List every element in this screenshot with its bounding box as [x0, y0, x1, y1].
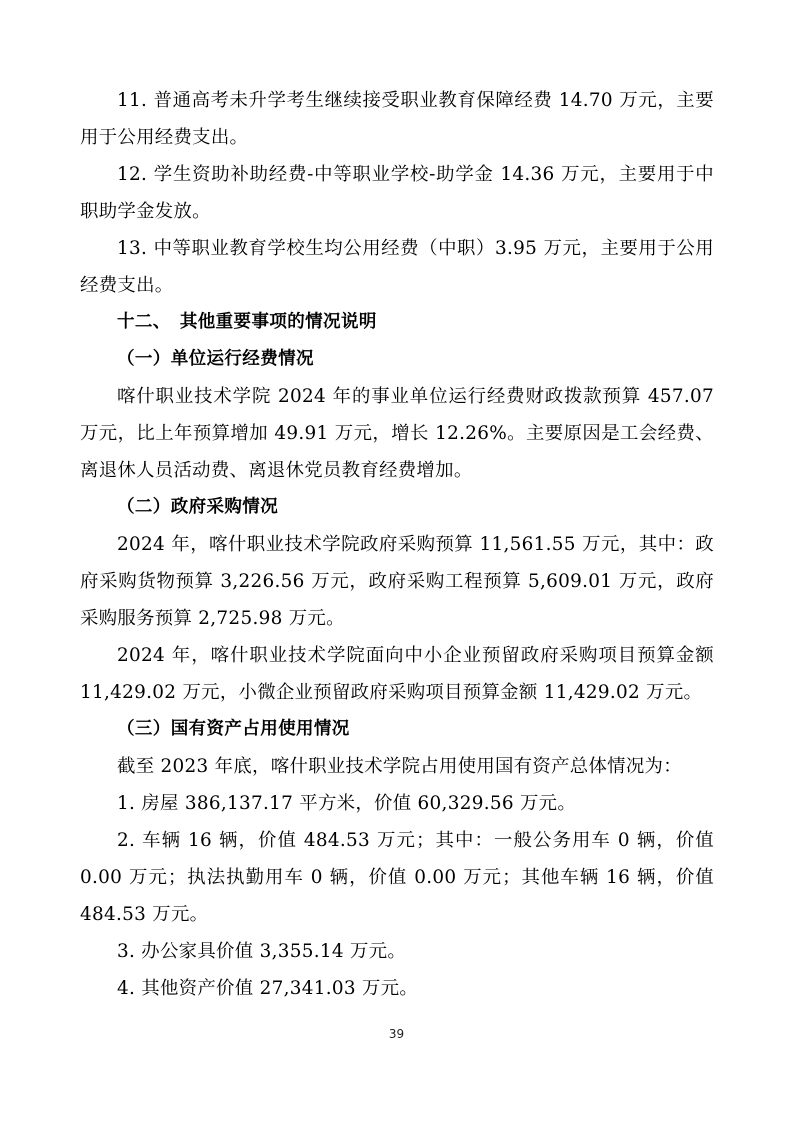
section-heading: 十二、 其他重要事项的情况说明	[117, 312, 377, 332]
paragraph-item-13: 13. 中等职业教育学校生均公用经费（中职）3.95 万元，主要用于公用经费支出。	[80, 238, 714, 296]
assets-intro: 截至 2023 年底，喀什职业技术学院占用使用国有资产总体情况为：	[117, 756, 682, 777]
procurement-text-2: 2024 年，喀什职业技术学院面向中小企业预留政府采购项目预算金额 11,429.02 万元，小微企业预留政府采购项目预算金额 11,429.02 万元。	[80, 645, 714, 703]
assets-item-vehicles: 2. 车辆 16 辆，价值 484.53 万元；其中：一般公务用车 0 辆，价值 0.00 万元；执法执勤用车 0 辆，价值 0.00 万元；其他车辆 16 辆，价值 484.53 万元。	[80, 830, 714, 925]
operating-funds-text: 喀什职业技术学院 2024 年的事业单位运行经费财政拨款预算 457.07 万元，比上年预算增加 49.91 万元，增长 12.26%。主要原因是工会经费、离退休人员活动费、离退休党员教育经费增加。	[80, 386, 714, 481]
assets-item-furniture: 3. 办公家具价值 3,355.14 万元。	[117, 941, 407, 962]
subsection-heading-assets: （三）国有资产占用使用情况	[117, 719, 350, 739]
assets-item-buildings: 1. 房屋 386,137.17 平方米，价值 60,329.56 万元。	[117, 793, 577, 814]
document-body	[80, 82, 714, 1007]
paragraph-item-11: 11. 普通高考未升学考生继续接受职业教育保障经费 14.70 万元，主要用于公用经费支出。	[80, 90, 714, 148]
assets-item-other: 4. 其他资产价值 27,341.03 万元。	[117, 978, 419, 999]
page-number: 39	[388, 1027, 405, 1041]
subsection-heading-operating-funds: （一）单位运行经费情况	[117, 349, 314, 369]
subsection-heading-procurement: （二）政府采购情况	[117, 497, 279, 517]
procurement-text-1: 2024 年，喀什职业技术学院政府采购预算 11,561.55 万元，其中：政府采购货物预算 3,226.56 万元，政府采购工程预算 5,609.01 万元，政府采购服务预算 2,725.98 万元。	[80, 534, 714, 629]
paragraph-item-12: 12. 学生资助补助经费-中等职业学校-助学金 14.36 万元，主要用于中职助学金发放。	[80, 164, 714, 222]
